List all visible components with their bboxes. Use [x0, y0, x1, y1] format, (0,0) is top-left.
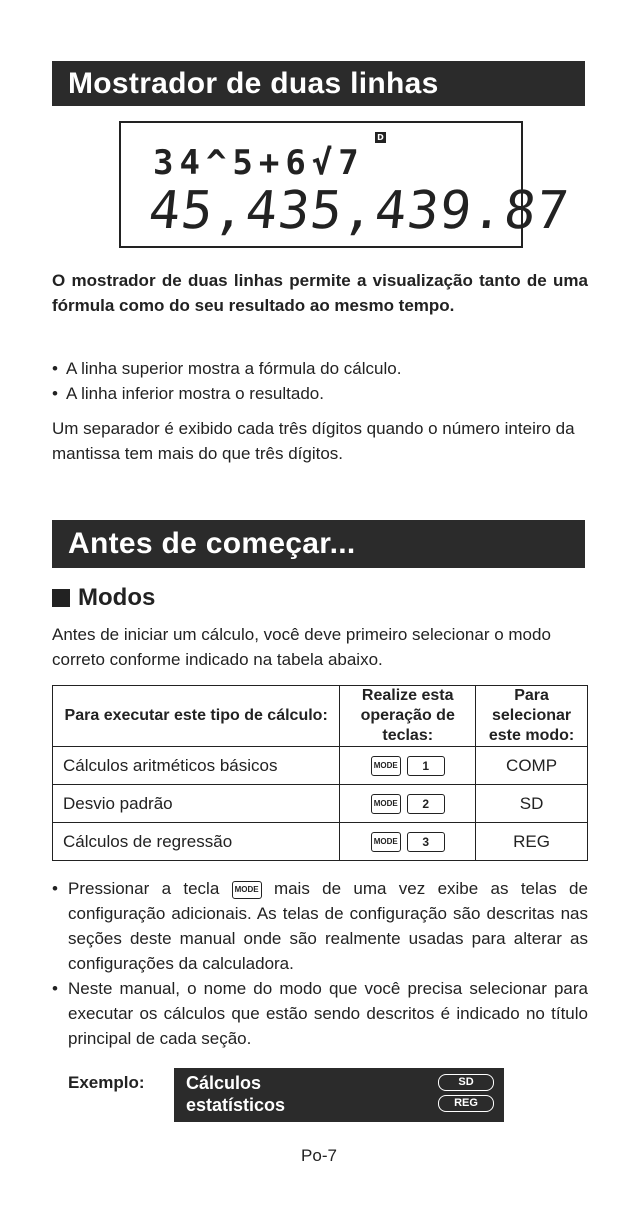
separator-note: Um separador é exibido cada três dígitos quando o número inteiro da mantissa tem mais do que três dígitos.: [52, 419, 575, 463]
mode-key-icon: MODE: [371, 756, 401, 776]
example-title-line2: estatísticos: [186, 1095, 286, 1115]
note1-pre: Pressionar a tecla: [68, 879, 220, 898]
number-key-icon: 3: [407, 832, 445, 852]
table-header-calc: Para executar este tipo de cálculo:: [53, 686, 340, 747]
section-title-two-line-display: Mostrador de duas linhas: [52, 61, 585, 106]
display-intro-paragraph: O mostrador de duas linhas permite a visualização tanto de uma fórmula como do seu resultado ao mesmo tempo.: [52, 271, 588, 315]
calc-type-cell: Cálculos de regressão: [53, 823, 340, 861]
modes-table: [52, 685, 588, 861]
modes-subheading: [52, 584, 155, 612]
bullet-dot: •: [52, 879, 58, 898]
number-key-icon: 2: [407, 794, 445, 814]
display-formula-line: 34^5+6√7: [153, 143, 365, 183]
mode-name-cell: COMP: [476, 747, 588, 785]
bullet-text: A linha inferior mostra o resultado.: [66, 384, 324, 403]
bullet-item: [52, 356, 588, 381]
square-bullet-icon: [52, 589, 70, 607]
mode-pill-sd: SD: [438, 1074, 494, 1091]
bullet-item: [52, 381, 588, 406]
example-title-box: [174, 1068, 504, 1122]
note-text: [68, 876, 588, 976]
table-row: [53, 747, 588, 785]
note-item: [52, 976, 588, 1051]
table-row: [53, 823, 588, 861]
key-sequence-cell: [340, 747, 476, 785]
bullet-dot: •: [52, 979, 58, 998]
bullet-text: A linha superior mostra a fórmula do cálculo.: [66, 359, 402, 378]
example-title-line1: Cálculos: [186, 1073, 262, 1093]
mode-name-cell: REG: [476, 823, 588, 861]
example-label: Exemplo:: [68, 1073, 145, 1092]
bullet-dot: •: [52, 384, 58, 403]
calc-type-cell: Desvio padrão: [53, 785, 340, 823]
table-header-mode: Para selecionar este modo:: [476, 686, 588, 747]
notes-list: [52, 876, 588, 1051]
key-sequence-cell: [340, 785, 476, 823]
page-number: Po-7: [301, 1146, 337, 1165]
mode-key-icon: MODE: [232, 881, 262, 899]
display-result-line: 45,435,439.87: [145, 181, 573, 241]
modes-subheading-text: Modos: [78, 584, 156, 611]
note-item: [52, 876, 588, 976]
table-row: [53, 785, 588, 823]
note1-post: mais de uma vez exibe as telas de configuração adicionais. As telas de configuração são descritas nas seções deste manual onde são realmente usadas para alterar as configurações da calculadora.: [68, 879, 588, 973]
bullet-dot: •: [52, 359, 58, 378]
table-header-keys: Realize esta operação de teclas:: [340, 686, 476, 747]
section-title-before-starting: Antes de começar...: [52, 520, 585, 568]
calc-type-cell: Cálculos aritméticos básicos: [53, 747, 340, 785]
note-text: Neste manual, o nome do modo que você precisa selecionar para executar os cálculos que estão sendo descritos é indicado no título principal de cada seção.: [68, 979, 588, 1048]
number-key-icon: 1: [407, 756, 445, 776]
modes-intro-paragraph: Antes de iniciar um cálculo, você deve primeiro selecionar o modo correto conforme indicado na tabela abaixo.: [52, 625, 551, 669]
mode-pill-reg: REG: [438, 1095, 494, 1112]
mode-key-icon: MODE: [371, 832, 401, 852]
calculator-display: [119, 121, 573, 248]
degree-indicator: D: [375, 132, 386, 143]
key-sequence-cell: [340, 823, 476, 861]
table-header-row: [53, 686, 588, 747]
mode-key-icon: MODE: [371, 794, 401, 814]
mode-name-cell: SD: [476, 785, 588, 823]
